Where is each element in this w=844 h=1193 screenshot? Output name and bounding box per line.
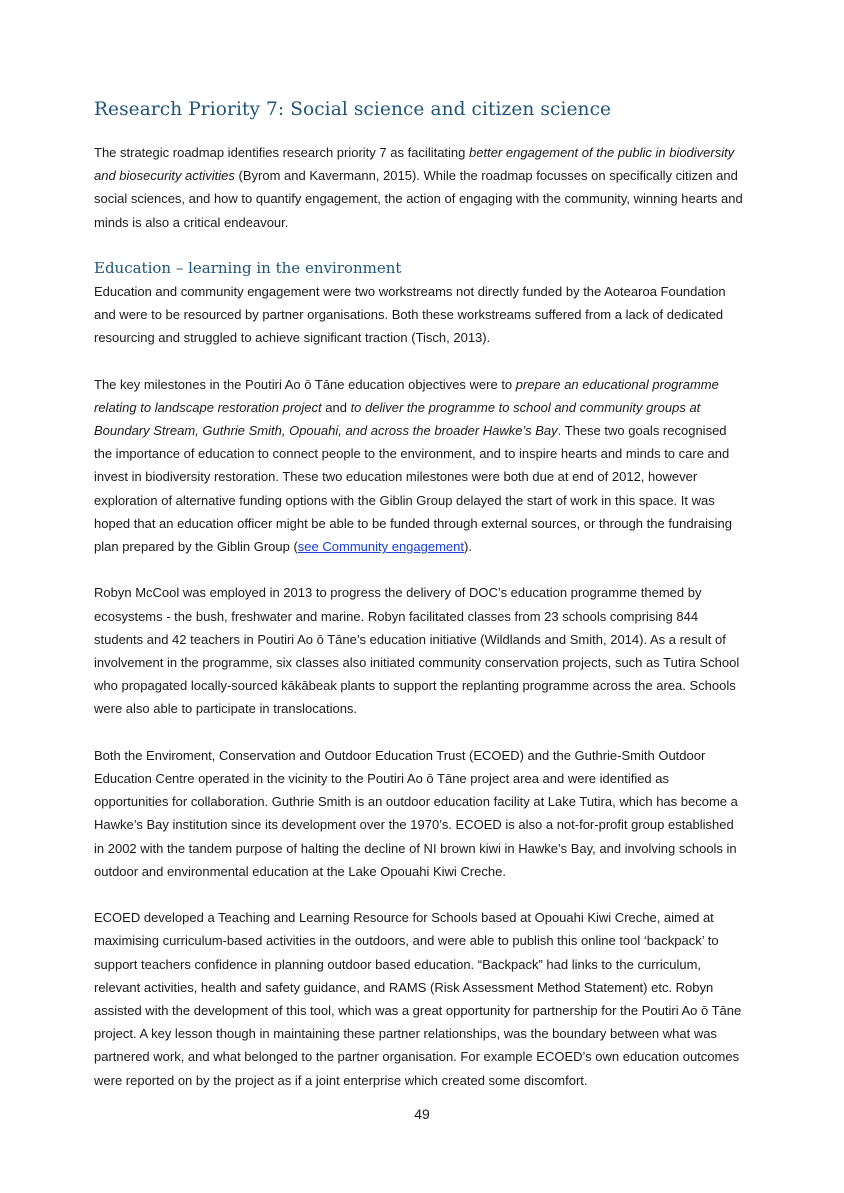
intro-emphasis: better engagement of the public in biodiversity and biosecurity activities bbox=[94, 145, 735, 184]
intro-paragraph bbox=[94, 141, 746, 234]
milestones-emphasis-2: to deliver the programme to school and community groups at Boundary Stream, Guthrie Smith, Opouahi, and across the broader Hawke’s Bay bbox=[94, 399, 701, 439]
community-engagement-link[interactable]: see Community engagement bbox=[297, 539, 464, 555]
milestones-text-b: and bbox=[321, 399, 351, 415]
milestones-text-d: ). bbox=[464, 539, 472, 555]
subsection-heading: Education – learning in the environment bbox=[94, 258, 402, 277]
page-content bbox=[94, 96, 746, 1092]
paragraph-milestones bbox=[94, 373, 746, 559]
paragraph-backpack: ECOED developed a Teaching and Learning Resource for Schools based at Opouahi Kiwi Creche, aimed at maximising curriculum-based activities in the outdoors, and were able to publish this online tool ‘backpack’ to support teachers confidence in planning outdoor based education. “Backpack” had links to the curriculum, relevant activities, health and safety guidance, and RAMS (Risk Assessment Method Statement) etc. Robyn assisted with the development of this tool, which was a great opportunity for partnership for the Poutiri Ao ō Tāne project. A key lesson though in maintaining these partner relationships, was the boundary between what was partnered work, and what belonged to the partner organisation. For example ECOED’s own education outcomes were reported on by the project as if a joint enterprise which created some discomfort. bbox=[94, 910, 742, 1088]
paragraph-ecoed-trust: Both the Enviroment, Conservation and Outdoor Education Trust (ECOED) and the Guthrie-Smith Outdoor Education Centre operated in the vicinity to the Poutiri Ao ō Tāne project area and were identified as opportunities for collaboration. Guthrie Smith is an outdoor education facility at Lake Tutira, which has become a Hawke’s Bay institution since its development over the 1970’s. ECOED is also a not-for-profit group established in 2002 with the tandem purpose of halting the decline of NI brown kiwi in Hawke’s Bay, and involving schools in outdoor and environmental education at the Lake Opouahi Kiwi Creche. bbox=[94, 747, 738, 879]
paragraph-robyn: Robyn McCool was employed in 2013 to progress the delivery of DOC’s education programme themed by ecosystems - the bush, freshwater and marine. Robyn facilitated classes from 23 schools comprising 844 students and 42 teachers in Poutiri Ao ō Tāne’s education initiative (Wildlands and Smith, 2014). As a result of involvement in the programme, six classes also initiated community conservation projects, such as Tutira School who propagated locally-sourced kākābeak plants to support the replanting programme across the area. Schools were also able to participate in translocations. bbox=[94, 585, 740, 717]
milestones-text-c: . These two goals recognised the importance of education to connect people to the environment, and to inspire hearts and minds to care and invest in biodiversity restoration. These two education milestones were both due at end of 2012, however exploration of alternative funding options with the Giblin Group delayed the start of work in this space. It was hoped that an education officer might be able to be funded through external sources, or through the fundraising plan prepared by the Giblin Group ( bbox=[94, 423, 732, 555]
paragraph-workstreams: Education and community engagement were two workstreams not directly funded by the Aotearoa Foundation and were to be resourced by partner organisations. Both these workstreams suffered from a lack of dedicated resourcing and struggled to achieve significant traction (Tisch, 2013). bbox=[94, 283, 726, 346]
milestones-text-a: The key milestones in the Poutiri Ao ō Tāne education objectives were to bbox=[94, 376, 516, 392]
intro-text-b: (Byrom and Kavermann, 2015). While the roadmap focusses on specifically citizen and social sciences, and how to quantify engagement, the action of engaging with the community, winning hearts and minds is also a critical endeavour. bbox=[94, 168, 743, 230]
section-heading: Research Priority 7: Social science and citizen science bbox=[94, 99, 612, 120]
page-number: 49 bbox=[414, 1106, 430, 1122]
intro-text-a: The strategic roadmap identifies research priority 7 as facilitating bbox=[94, 145, 470, 160]
milestones-emphasis-1: prepare an educational programme relating to landscape restoration project bbox=[94, 376, 719, 415]
